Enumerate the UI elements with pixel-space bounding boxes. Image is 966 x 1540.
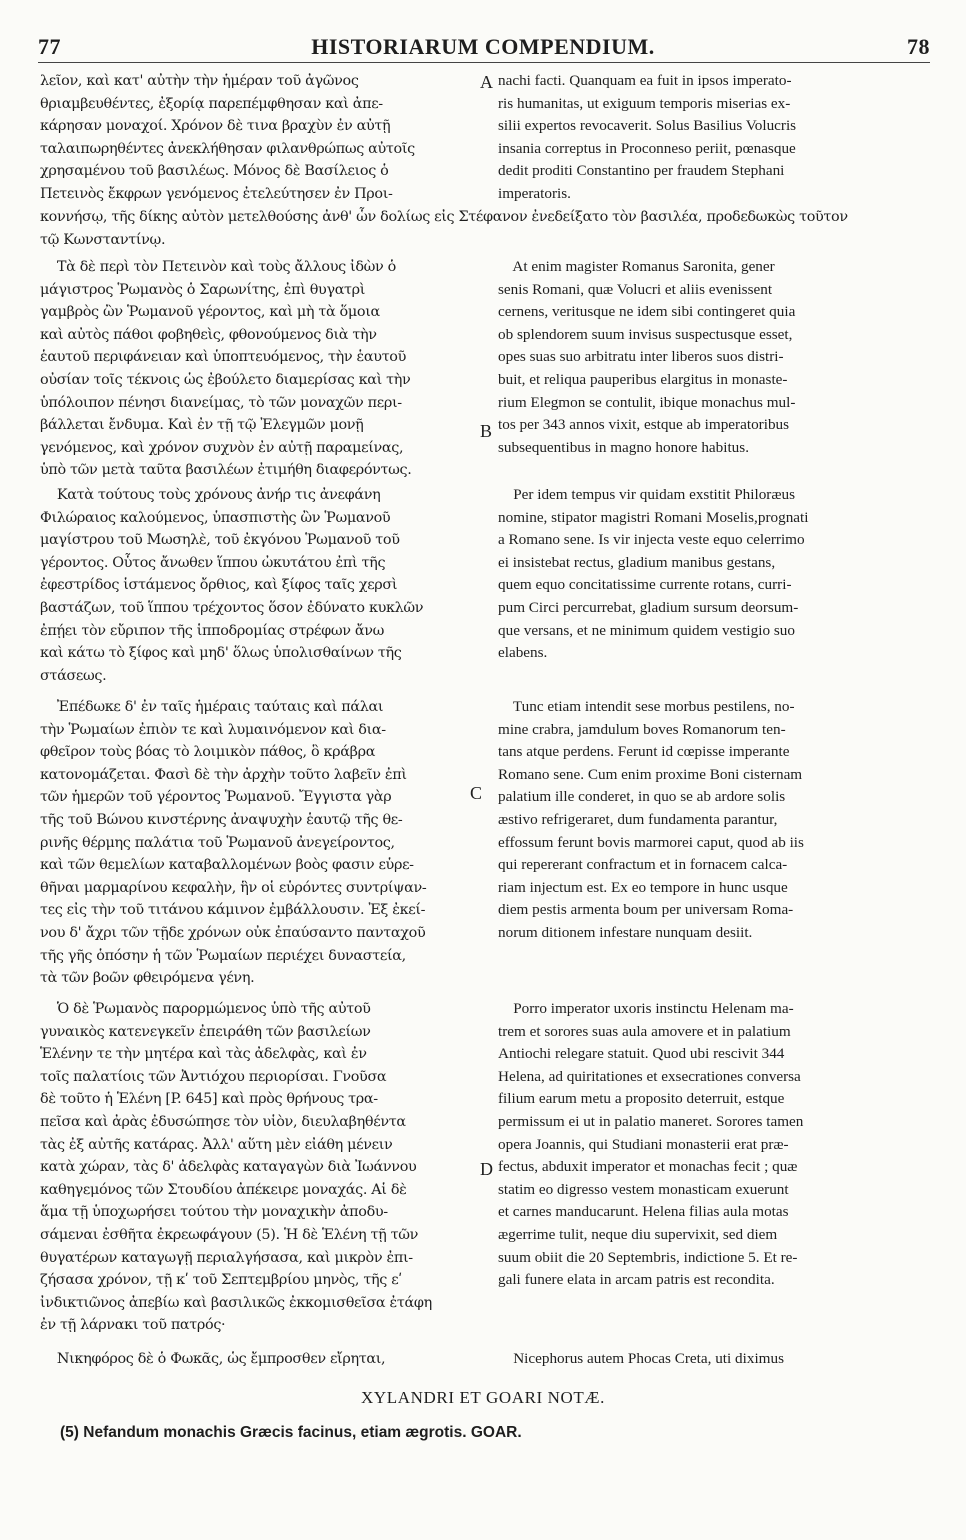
latin-block-2: At enim magister Romanus Saronita, gener senis Romani, quæ Volucri et aliis evenissent cernens, veritusque ne idem sibi contingeret quia ob splendorem suum invisus suspectusque esset, opes suas suo arbitratu inter liberos suos distri- buit, et reliqua pauperibus elargitus in monaste- rium Elegmon se contulit, ibique monachus mul- tos per 343 annos vixit, estque ab imperatoribus subsequentibus in magno honore habitus. [498, 258, 796, 456]
margin-marker-d: D [480, 1159, 493, 1179]
greek-block-5: Ὁ δὲ Ῥωμανὸς παρορμώμενος ὑπὸ τῆς αὐτοῦ γυναικὸς κατενεγκεῖν ἐπειράθη τῶν βασιλείων Ἑλένην τε τὴν μητέρα καὶ τὰς ἀδελφὰς, καὶ ἐν τοῖς παλατίοις τῶν Ἀντιόχου περιορίσαι. Γνοῦσα δὲ τοῦτο ἡ Ἑλένη [P. 645] καὶ πρὸς θρήνους τρα- πεῖσα καὶ ἀρὰς ἐδυσώπησε τὸν υἱὸν, διευλαβηθέντα τὰς ἐξ αὐτῆς κατάρας. Ἀλλ' αὕτη μὲν εἰάθη μένειν κατὰ χώραν, τὰς δ' ἀδελφὰς καταγαγὼν διὰ Ἰωάννου καθηγεμόνος τῶν Στουδίου ἀπέκειρε μοναχάς. Αἱ δὲ ἅμα τῇ ὑποχωρήσει τούτου τὴν μοναχικὴν ἀποδυ- σάμεναι ἐσθῆτα ἐκρεωφάγουν (5). Ἡ δὲ Ἑλένη τῇ τῶν θυγατέρων καταγωγῇ περιαλγήσασα, καὶ μικρὸν ἐπι- ζήσασα χρόνον, τῇ κʹ τοῦ Σεπτεμβρίου μηνὸς, τῆς εʹ ἰνδικτιῶνος ἀπεβίω καὶ βασιλικῶς ἐκκομισθεῖσα ἐτάφη ἐν τῇ λάρνακι τοῦ πατρός· [40, 1001, 432, 1334]
page-number-right: 78 [907, 34, 930, 59]
notes-heading: XYLANDRI ET GOARI NOTÆ. [361, 1388, 605, 1407]
page-number-left: 77 [38, 34, 61, 59]
latin-block-1: nachi facti. Quanquam ea fuit in ipsos imperato- ris humanitas, ut exiguum temporis miserias ex- silii expertos revocaverit. Solus Basilius Volucris insania correptus in Proconneso periit, pœnasque dedit proditi Constantino per fraudem Stephani imperatoris. [498, 72, 797, 202]
footnote-5: (5) Nefandum monachis Græcis facinus, etiam ægrotis. GOAR. [60, 1424, 522, 1441]
margin-marker-c: C [470, 783, 483, 803]
header-rule [38, 62, 930, 63]
greek-block-6: Νικηφόρος δὲ ὁ Φωκᾶς, ὡς ἔμπροσθεν εἴρηται, [40, 1351, 386, 1367]
greek-block-1: λεῖον, καὶ κατ' αὐτὴν τὴν ἡμέραν τοῦ ἀγῶνος θριαμβευθέντες, ἐξορίᾳ παρεπέμφθησαν καὶ ἀπε- κάρησαν μοναχοί. Χρόνον δὲ τινα βραχὺν ἐν αὐτῇ ταλαιπωρηθέντες ἀνεκλήθησαν φιλανθρώπως αὐτοῖς χρησαμένου τοῦ βασιλέως. Μόνος δὲ Βασίλειος ὁ Πετεινὸς ἔκφρων γενόμενος ἐτελεύτησεν ἐν Προι- [40, 73, 415, 202]
greek-block-2: Τὰ δὲ περὶ τὸν Πετεινὸν καὶ τοὺς ἄλλους ἰδὼν ὁ μάγιστρος Ῥωμανὸς ὁ Σαρωνίτης, ἐπὶ θυγατρὶ γαμβρὸς ὢν Ῥωμανοῦ γέροντος, καὶ μὴ τὰ ὅμοια καὶ αὐτὸς πάθοι φοβηθεὶς, φθονούμενος διὰ τὴν ἑαυτοῦ περιφάνειαν καὶ ὑποπτευόμενος, τὴν ἑαυτοῦ οὐσίαν τοῖς τέκνοις ὡς ἐβούλετο διαμερίσας καὶ τὴν ὑπόλοιπον πένησι διανείμας, τὸ τῶν μοναχῶν περι- βάλλεται ἔνδυμα. Καὶ ἐν τῇ τῷ Ἐλεγμῶν μονῇ γενόμενος, καὶ χρόνον συχνὸν ἐν αὐτῇ παραμείνας, ὑπὸ τῶν μετὰ ταῦτα βασιλέων ἐτιμήθη διαφερόντως. [40, 259, 412, 479]
greek-block-3: Κατὰ τούτους τοὺς χρόνους ἀνήρ τις ἀνεφάνη Φιλώραιος καλούμενος, ὑπασπιστὴς ὢν Ῥωμανοῦ μαγίστρου τοῦ Μωσηλὲ, τοῦ ἐκγόνου Ῥωμανοῦ τοῦ γέροντος. Οὗτος ἄνωθεν ἵππου ὠκυτάτου ἐπὶ τῆς ἐφεστρίδος ἱστάμενος ὄρθιος, καὶ ξίφος ταῖς χερσὶ βαστάζων, τοῦ ἵππου τρέχοντος ὅσον ἐδύνατο κυκλῶν ἐπῄει τὸν εὔριπον τῆς ἱπποδρομίας στρέφων ἄνω καὶ κάτω τὸ ξίφος καὶ μηδ' ὅλως ὑπολισθαίνων τῆς στάσεως. [40, 487, 424, 684]
latin-block-4: Tunc etiam intendit sese morbus pestilens, no- mine crabra, jamdulum boves Romanorum ten- tans atque perdens. Ferunt id cœpisse imperante Romano sene. Cum enim proxime Boni cisternam palatium ille conderet, in quo se ab ardore solis æstivo refrigeraret, dum fundamenta parantur, effossum ferunt bovis marmorei caput, quod ab iis qui repererant confractum et in fornacem calca- riam injectum est. Ex eo tempore in hunc usque diem pestis armenta boum per universam Roma- norum ditionem infestare nunquam desiit. [498, 698, 804, 941]
greek-block-4: Ἐπέδωκε δ' ἐν ταῖς ἡμέραις ταύταις καὶ πάλαι τὴν Ῥωμαίων ἐπιὸν τε καὶ λυμαινόμενον καὶ δια- φθεῖρον τοὺς βόας τὸ λοιμικὸν πάθος, ὃ κράβρα κατονομάζεται. Φασὶ δὲ τὴν ἀρχὴν τοῦτο λαβεῖν ἐπὶ τῶν ἡμερῶν τοῦ γέροντος Ῥωμανοῦ. Ἔγγιστα γὰρ τῆς τοῦ Βώνου κινστέρνης ἀναψυχὴν ἑαυτῷ τῆς θε- ρινῆς θέρμης παλάτια τοῦ Ῥωμανοῦ ἀνεγείροντος, καὶ τῶν θεμελίων καταβαλλομένων βοὸς φασιν εὑρε- θῆναι μαρμαρίνου κεφαλὴν, ἣν οἱ εὑρόντες συντρίψαν- τες εἰς τὴν τοῦ τιτάνου κάμινον ἐμβάλλουσιν. Ἐξ ἐκεί- νου δ' ἄχρι τῶν τῇδε χρόνων οὐκ ἐπαύσαντο πανταχοῦ τῆς γῆς ὁπόσην ἡ τῶν Ῥωμαίων περιέχει δυναστεία, τὰ τῶν βοῶν φθειρόμενα γένη. [40, 699, 427, 987]
latin-block-5: Porro imperator uxoris instinctu Helenam ma- trem et sorores suas aula amovere et in palatium Antiochi relegare statuit. Quod ubi rescivit 344 Helena, ad quiritationes et exsecrationes conversa filium earum metu a proposito deterruit, estque permissum ei ut in palatio maneret. Sorores tamen opera Joannis, qui Studiani monasterii erat præ- fectus, abduxit imperator et monachas fecit ; quæ statim eo digresso vestem monasticam exuerunt et carnes manducarunt. Helena filias aula motas ægerrime tulit, neque diu supervixit, sed diem suum obiit die 20 Septembris, indictione 5. Et re- gali funere elata in arcam patris est recondita. [498, 1000, 804, 1289]
latin-block-3: Per idem tempus vir quidam exstitit Philoræus nomine, stipator magistri Romani Moselis,prognati a Romano sene. Is vir injecta veste equo celerrimo ei insistebat rectus, gladium manibus gestans, quem equo concitatissime currente rotans, curri- pum Circi percurrebat, gladium sursum deorsum- que versans, et ne minimum quidem vestigio suo elabens. [498, 486, 809, 662]
margin-marker-b: B [480, 421, 493, 441]
running-title: HISTORIARUM COMPENDIUM. [311, 34, 655, 59]
greek-full-width-line: κοννήσῳ, τῆς δίκης αὐτὸν μετελθούσης ἀνθ' ὧν δολίως εἰς Στέφανον ἐνεδείξατο τὸν βασιλέα, προδεδωκὼς τοῦτον τῷ Κωνσταντίνῳ. [40, 209, 848, 248]
latin-block-6: Nicephorus autem Phocas Creta, uti diximus [498, 1350, 784, 1367]
margin-marker-a: A [480, 72, 493, 92]
